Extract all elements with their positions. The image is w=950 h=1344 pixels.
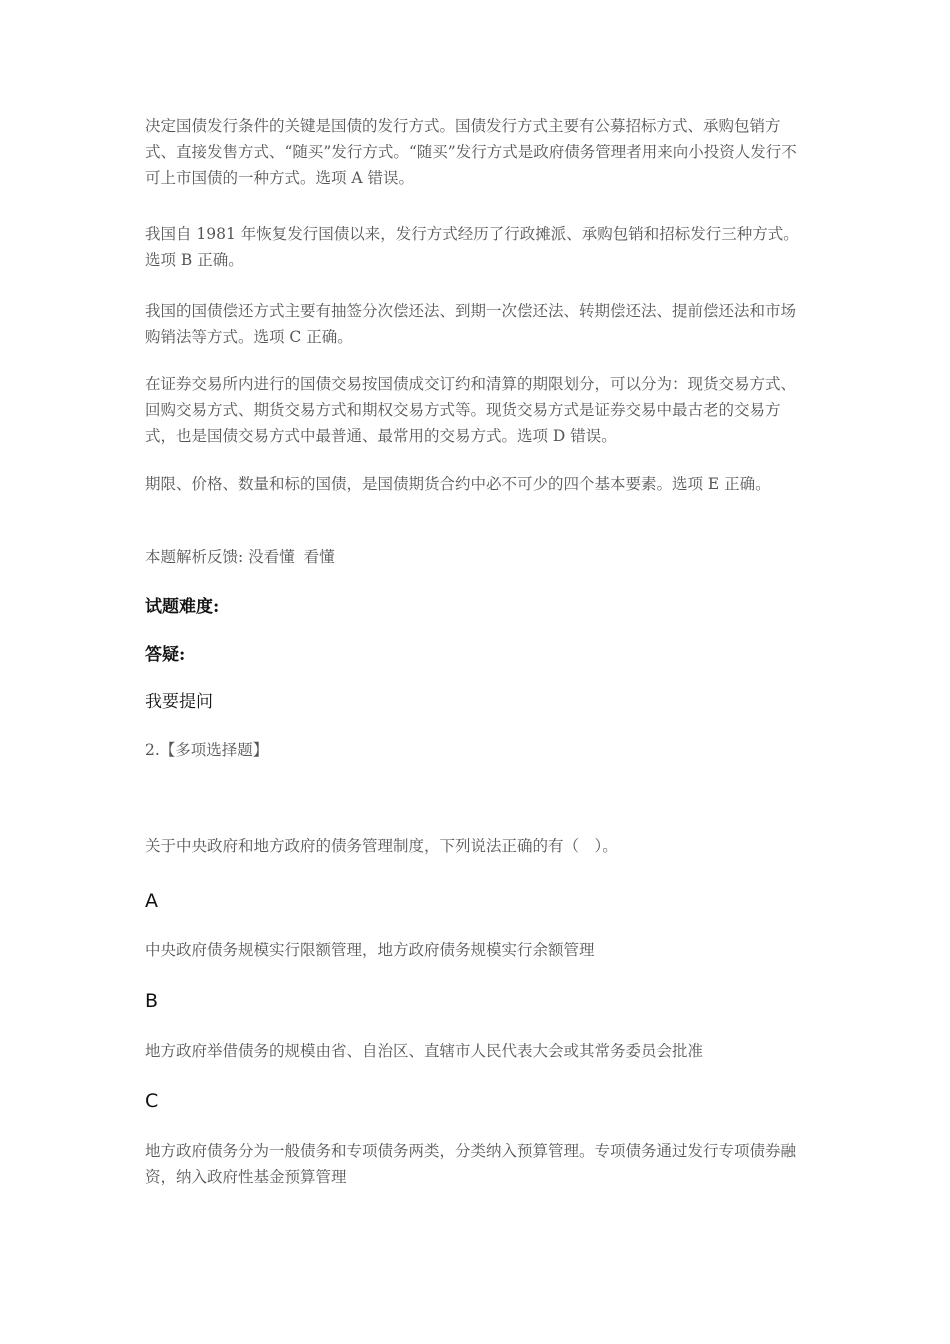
explanation-paragraph-4: 在证券交易所内进行的国债交易按国债成交订约和清算的期限划分，可以分为：现货交易方式、回购交易方式、期货交易方式和期权交易方式等。现货交易方式是证券交易中最古老的交易方式，也是国债交易方式中最普通、最常用的交易方式。选项 D 错误。	[145, 375, 797, 445]
explanation-paragraph-1: 决定国债发行条件的关键是国债的发行方式。国债发行方式主要有公募招标方式、承购包销方式、直接发售方式、“随买”发行方式。“随买”发行方式是政府债务管理者用来向小投资人发行不可上市国债的一种方式。选项 A 错误。	[145, 117, 797, 187]
not-understood-link[interactable]: 没看懂	[248, 548, 295, 566]
ask-question-link[interactable]: 我要提问	[145, 692, 213, 712]
explanation-paragraph-2: 我国自 1981 年恢复发行国债以来，发行方式经历了行政摊派、承购包销和招标发行三种方式。选项 B 正确。	[145, 225, 799, 269]
option-a-text: 中央政府债务规模实行限额管理，地方政府债务规模实行余额管理	[145, 941, 595, 959]
option-c-letter[interactable]: C	[145, 1090, 159, 1112]
option-a-letter[interactable]: A	[145, 890, 158, 912]
question-stem: 关于中央政府和地方政府的债务管理制度，下列说法正确的有（ ）。	[145, 837, 618, 855]
understood-link[interactable]: 看懂	[303, 548, 335, 566]
option-c-text: 地方政府债务分为一般债务和专项债务两类，分类纳入预算管理。专项债务通过发行专项债券融资，纳入政府性基金预算管理	[145, 1142, 797, 1186]
explanation-paragraph-5: 期限、价格、数量和标的国债，是国债期货合约中必不可少的四个基本要素。选项 E 正确。	[145, 475, 771, 493]
explanation-paragraph-3: 我国的国债偿还方式主要有抽签分次偿还法、到期一次偿还法、转期偿还法、提前偿还法和市场购销法等方式。选项 C 正确。	[145, 302, 797, 346]
qa-label: 答疑:	[145, 645, 186, 665]
option-b-letter[interactable]: B	[145, 990, 159, 1012]
option-b-text: 地方政府举借债务的规模由省、自治区、直辖市人民代表大会或其常务委员会批准	[145, 1042, 704, 1060]
feedback-label: 本题解析反馈:	[145, 548, 244, 566]
difficulty-label: 试题难度:	[145, 597, 220, 617]
feedback-row	[145, 544, 810, 570]
question-number: 2.【多项选择题】	[145, 741, 269, 759]
